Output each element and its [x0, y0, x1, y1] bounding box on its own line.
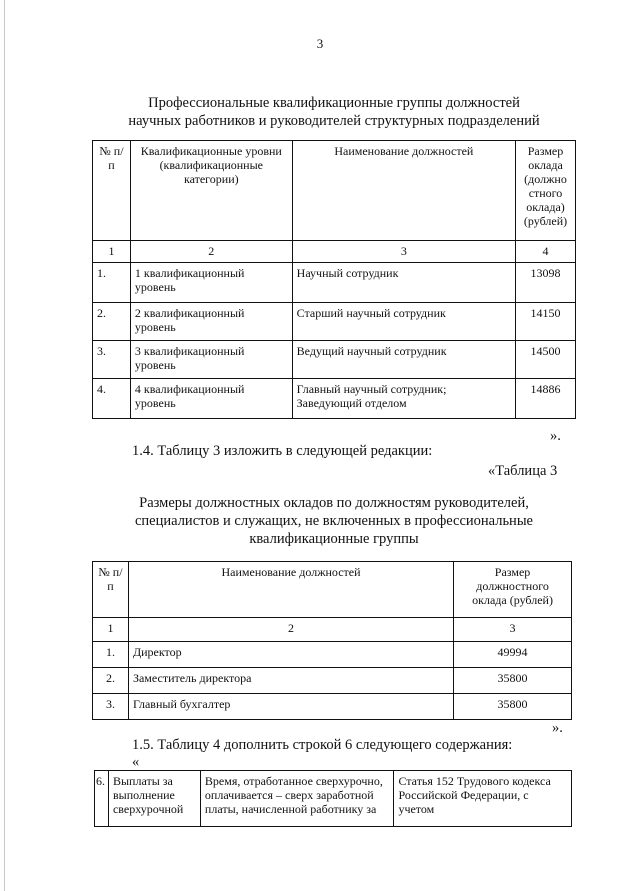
row-num: 2. [93, 303, 131, 341]
row-level: 1 квалификационный уровень [130, 263, 292, 303]
row-num: 4. [93, 379, 131, 419]
table-row [93, 668, 572, 694]
row-salary: 35800 [454, 694, 572, 720]
row-salary: 35800 [454, 668, 572, 694]
paragraph-1-5: 1.5. Таблицу 4 дополнить строкой 6 следующего содержания: [132, 737, 513, 753]
row-position: Главный бухгалтер [128, 694, 453, 720]
table2-header-row [93, 141, 576, 241]
table-row [93, 642, 572, 668]
scan-edge-line [4, 0, 5, 891]
table2-col-number: 1 [93, 241, 131, 263]
table-row [93, 694, 572, 720]
table2-heading-line2: научных работников и руководителей структурных подразделений [128, 113, 540, 129]
table2-header-level: Квалификационные уровни (квалификационные категории) [130, 141, 292, 241]
table3-header-position: Наименование должностей [128, 562, 453, 618]
row-position: Директор [128, 642, 453, 668]
table2-numbering-row [93, 241, 576, 263]
row-num: 1. [93, 263, 131, 303]
table-row [95, 771, 572, 827]
table4-row6 [94, 770, 572, 827]
row-level: 2 квалификационный уровень [130, 303, 292, 341]
row-conditions: Время, отработанное сверхурочно, оплачивается – сверх заработной платы, начисленной работнику за [200, 771, 394, 827]
row-num: 3. [93, 341, 131, 379]
table3 [92, 561, 572, 720]
table-row [93, 303, 576, 341]
table2-header-position: Наименование должностей [292, 141, 515, 241]
table-row [93, 379, 576, 419]
paragraph-1-4: 1.4. Таблицу 3 изложить в следующей редакции: [132, 443, 433, 459]
row-position: Главный научный сотрудник; Заведующий отделом [292, 379, 515, 419]
row-position: Заместитель директора [128, 668, 453, 694]
row-salary: 49994 [454, 642, 572, 668]
table2-heading [60, 94, 608, 130]
table-row [93, 263, 576, 303]
page-number: 3 [316, 36, 324, 51]
row-salary: 14886 [516, 379, 576, 419]
row-position: Ведущий научный сотрудник [292, 341, 515, 379]
row-basis: Статья 152 Трудового кодекса Российской Федерации, с учетом [394, 771, 572, 827]
table3-col-number: 3 [454, 618, 572, 642]
table2 [92, 140, 576, 419]
table3-heading-line2: специалистов и служащих, не включенных в профессиональные [134, 513, 533, 529]
row-payment: Выплаты за выполнение сверхурочной [108, 771, 200, 827]
table2-header-salary: Размер оклада (должно стного оклада) (рублей) [516, 141, 576, 241]
table3-heading [60, 494, 608, 548]
table-row [93, 341, 576, 379]
table2-col-number: 3 [292, 241, 515, 263]
row-salary: 14500 [516, 341, 576, 379]
table3-numbering-row [93, 618, 572, 642]
open-quote: « [132, 754, 140, 770]
row-salary: 13098 [516, 263, 576, 303]
table3-heading-line1: Размеры должностных окладов по должностям руководителей, [139, 495, 529, 511]
table3-col-number: 1 [93, 618, 129, 642]
row-level: 4 квалификационный уровень [130, 379, 292, 419]
row-num: 2. [93, 668, 129, 694]
table3-heading-line3: квалификационные группы [249, 531, 419, 547]
row-level: 3 квалификационный уровень [130, 341, 292, 379]
table3-label: «Таблица 3 [488, 463, 558, 479]
table2-heading-line1: Профессиональные квалификационные группы должностей [148, 95, 520, 111]
table3-closing-quote: ». [552, 720, 563, 736]
row-num: 3. [93, 694, 129, 720]
row-salary: 14150 [516, 303, 576, 341]
table3-header-salary: Размер должностного оклада (рублей) [454, 562, 572, 618]
row-num: 1. [93, 642, 129, 668]
table2-header-num: № п/п [93, 141, 131, 241]
table3-header-num: № п/п [93, 562, 129, 618]
table2-col-number: 4 [516, 241, 576, 263]
table3-header-row [93, 562, 572, 618]
table2-col-number: 2 [130, 241, 292, 263]
table2-closing-quote: ». [550, 428, 561, 444]
table3-col-number: 2 [128, 618, 453, 642]
row-position: Старший научный сотрудник [292, 303, 515, 341]
row-position: Научный сотрудник [292, 263, 515, 303]
row-num: 6. [95, 771, 109, 827]
